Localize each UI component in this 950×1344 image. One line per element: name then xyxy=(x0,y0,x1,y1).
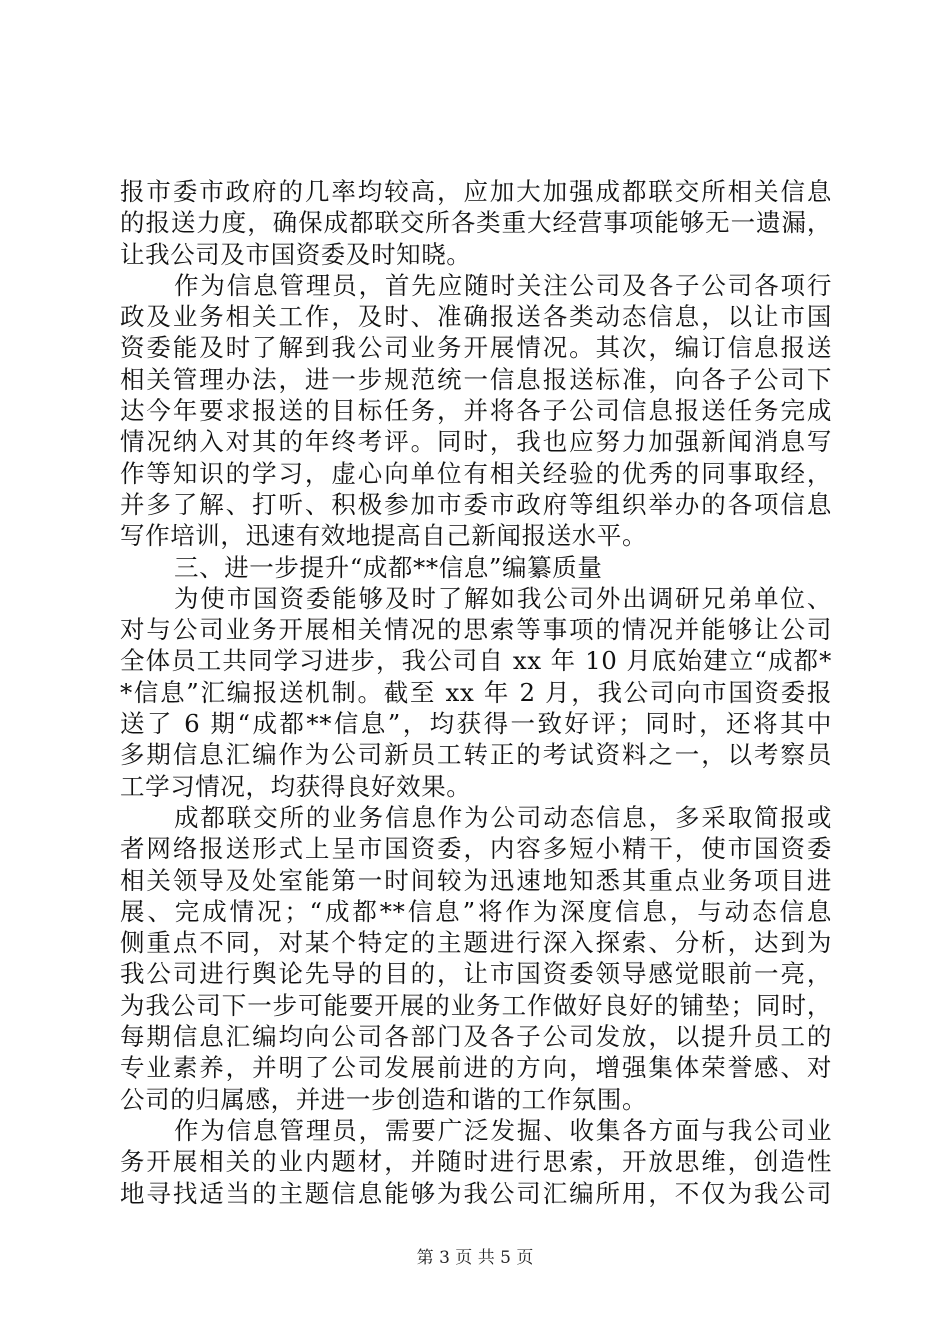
body-line: 作等知识的学习，虚心向单位有相关经验的优秀的同事取经， xyxy=(120,458,832,488)
body-line: 送了 6 期“成都**信息”，均获得一致好评；同时，还将其中 xyxy=(120,709,832,739)
body-line: 报市委市政府的几率均较高，应加大加强成都联交所相关信息 xyxy=(120,177,832,206)
body-line: 让我公司及市国资委及时知晓。 xyxy=(120,239,472,269)
body-line: 达今年要求报送的目标任务，并将各子公司信息报送任务完成 xyxy=(120,396,832,426)
body-line: 情况纳入对其的年终考评。同时，我也应努力加强新闻消息写 xyxy=(120,427,832,457)
paragraph-first-line: 作为信息管理员，需要广泛发掘、收集各方面与我公司业 xyxy=(174,1115,832,1145)
paragraph-first-line: 为使市国资委能够及时了解如我公司外出调研兄弟单位、 xyxy=(174,583,832,613)
section-heading: 三、进一步提升“成都**信息”编纂质量 xyxy=(174,552,603,582)
body-line: 的报送力度，确保成都联交所各类重大经营事项能够无一遗漏， xyxy=(120,208,832,238)
paragraph-first-line: 作为信息管理员，首先应随时关注公司及各子公司各项行 xyxy=(174,270,832,300)
page-number-footer: 第 3 页 共 5 页 xyxy=(416,1248,534,1268)
body-line: *信息”汇编报送机制。截至 xx 年 2 月，我公司向市国资委报 xyxy=(120,677,832,707)
body-line: 写作培训，迅速有效地提高自己新闻报送水平。 xyxy=(120,521,648,551)
body-line: 公司的归属感，并进一步创造和谐的工作氛围。 xyxy=(120,1084,648,1114)
body-line: 者网络报送形式上呈市国资委，内容多短小精干，使市国资委 xyxy=(120,834,832,864)
body-line: 专业素养，并明了公司发展前进的方向，增强集体荣誉感、对 xyxy=(120,1053,832,1083)
body-line: 对与公司业务开展相关情况的思索等事项的情况并能够让公司 xyxy=(120,615,832,645)
body-line: 工学习情况，均获得良好效果。 xyxy=(120,771,472,801)
body-line: 为我公司下一步可能要开展的业务工作做好良好的铺垫；同时， xyxy=(120,990,832,1020)
paragraph-first-line: 成都联交所的业务信息作为公司动态信息，多采取简报或 xyxy=(174,802,832,832)
body-line: 每期信息汇编均向公司各部门及各子公司发放，以提升员工的 xyxy=(120,1022,832,1052)
body-line: 政及业务相关工作，及时、准确报送各类动态信息，以让市国 xyxy=(120,302,832,332)
body-line: 侧重点不同，对某个特定的主题进行深入探索、分析，达到为 xyxy=(120,928,832,958)
body-line: 资委能及时了解到我公司业务开展情况。其次，编订信息报送 xyxy=(120,333,832,363)
body-line: 地寻找适当的主题信息能够为我公司汇编所用，不仅为我公司 xyxy=(120,1178,832,1208)
document-body xyxy=(120,176,832,1209)
body-line: 我公司进行舆论先导的目的，让市国资委领导感觉眼前一亮， xyxy=(120,959,832,989)
body-line: 相关管理办法，进一步规范统一信息报送标准，向各子公司下 xyxy=(120,364,832,394)
body-line: 展、完成情况；“成都**信息”将作为深度信息，与动态信息 xyxy=(120,896,832,926)
body-line: 全体员工共同学习进步，我公司自 xx 年 10 月底始建立“成都* xyxy=(120,646,832,676)
body-line: 多期信息汇编作为公司新员工转正的考试资料之一，以考察员 xyxy=(120,740,832,770)
body-line: 务开展相关的业内题材，并随时进行思索，开放思维，创造性 xyxy=(120,1147,832,1177)
body-line: 并多了解、打听、积极参加市委市政府等组织举办的各项信息 xyxy=(120,489,832,519)
body-line: 相关领导及处室能第一时间较为迅速地知悉其重点业务项目进 xyxy=(120,865,832,895)
